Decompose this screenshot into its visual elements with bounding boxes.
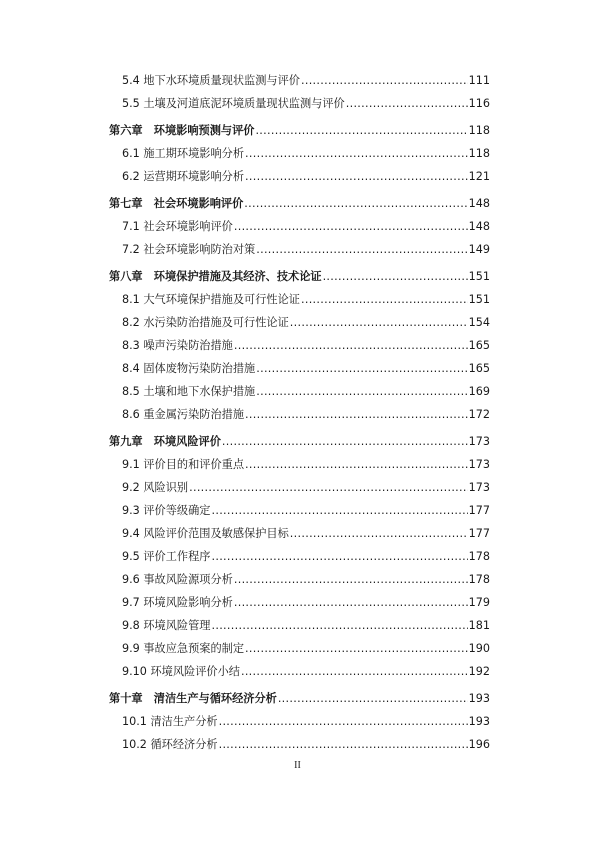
toc-entry-page-number: 172 bbox=[468, 408, 490, 421]
toc-dot-leader bbox=[290, 527, 468, 541]
toc-dot-leader bbox=[245, 642, 468, 656]
toc-entry-label: 第六章 环境影响预测与评价 bbox=[109, 124, 255, 137]
toc-entry-page-number: 177 bbox=[468, 504, 490, 517]
toc-section-entry[interactable] bbox=[109, 481, 490, 504]
toc-entry-label: 5.4 地下水环境质量现状监测与评价 bbox=[122, 74, 300, 87]
toc-entry-page-number: 154 bbox=[468, 316, 490, 329]
toc-entry-label: 9.9 事故应急预案的制定 bbox=[122, 642, 245, 655]
toc-entry-label: 8.1 大气环境保护措施及可行性论证 bbox=[122, 293, 300, 306]
toc-entry-page-number: 177 bbox=[468, 527, 490, 540]
toc-entry-label: 7.2 社会环境影响防治对策 bbox=[122, 243, 256, 256]
toc-dot-leader bbox=[278, 692, 468, 706]
toc-section-entry[interactable] bbox=[109, 642, 490, 665]
toc-dot-leader bbox=[234, 339, 468, 353]
toc-entry-label: 第九章 环境风险评价 bbox=[109, 435, 221, 448]
toc-section-entry[interactable] bbox=[109, 74, 490, 97]
toc-entry-page-number: 118 bbox=[468, 147, 490, 160]
toc-section-entry[interactable] bbox=[109, 504, 490, 527]
toc-entry-label: 9.3 评价等级确定 bbox=[122, 504, 211, 517]
toc-entry-page-number: 116 bbox=[468, 97, 490, 110]
toc-entry-label: 8.4 固体废物污染防治措施 bbox=[122, 362, 256, 375]
toc-entry-page-number: 151 bbox=[468, 270, 490, 283]
toc-dot-leader bbox=[256, 385, 467, 399]
toc-dot-leader bbox=[245, 458, 468, 472]
toc-entry-page-number: 181 bbox=[468, 619, 490, 632]
toc-entry-label: 5.5 土壤及河道底泥环境质量现状监测与评价 bbox=[122, 97, 345, 110]
toc-entry-page-number: 179 bbox=[468, 596, 490, 609]
toc-section-entry[interactable] bbox=[109, 385, 490, 408]
toc-dot-leader bbox=[189, 481, 468, 495]
toc-dot-leader bbox=[245, 170, 468, 184]
toc-section-entry[interactable] bbox=[109, 550, 490, 573]
toc-dot-leader bbox=[290, 316, 468, 330]
toc-entry-page-number: 173 bbox=[468, 481, 490, 494]
toc-dot-leader bbox=[301, 293, 468, 307]
toc-dot-leader bbox=[219, 738, 468, 752]
toc-section-entry[interactable] bbox=[109, 458, 490, 481]
toc-dot-leader bbox=[256, 362, 467, 376]
toc-entry-label: 8.3 噪声污染防治措施 bbox=[122, 339, 233, 352]
toc-section-entry[interactable] bbox=[109, 596, 490, 619]
toc-dot-leader bbox=[346, 97, 468, 111]
toc-entry-label: 6.2 运营期环境影响分析 bbox=[122, 170, 245, 183]
toc-entry-label: 第八章 环境保护措施及其经济、技术论证 bbox=[109, 270, 322, 283]
toc-entry-page-number: 151 bbox=[468, 293, 490, 306]
toc-dot-leader bbox=[211, 619, 467, 633]
toc-entry-page-number: 148 bbox=[468, 220, 490, 233]
toc-dot-leader bbox=[234, 220, 468, 234]
toc-dot-leader bbox=[323, 270, 468, 284]
toc-dot-leader bbox=[241, 665, 468, 679]
toc-entry-label: 8.6 重金属污染防治措施 bbox=[122, 408, 245, 421]
toc-dot-leader bbox=[219, 715, 468, 729]
toc-dot-leader bbox=[211, 504, 467, 518]
toc-entry-page-number: 149 bbox=[468, 243, 490, 256]
toc-section-entry[interactable] bbox=[109, 316, 490, 339]
toc-entry-page-number: 173 bbox=[468, 458, 490, 471]
toc-chapter-entry[interactable] bbox=[109, 692, 490, 715]
toc-entry-page-number: 165 bbox=[468, 339, 490, 352]
toc-dot-leader bbox=[301, 74, 468, 88]
toc-section-entry[interactable] bbox=[109, 293, 490, 316]
toc-entry-label: 9.10 环境风险评价小结 bbox=[122, 665, 240, 678]
page-number: II bbox=[294, 760, 301, 771]
toc-entry-label: 第七章 社会环境影响评价 bbox=[109, 197, 244, 210]
toc-dot-leader bbox=[245, 408, 468, 422]
toc-entry-page-number: 173 bbox=[468, 435, 490, 448]
toc-section-entry[interactable] bbox=[109, 362, 490, 385]
toc-dot-leader bbox=[244, 197, 467, 211]
toc-dot-leader bbox=[211, 550, 467, 564]
toc-chapter-entry[interactable] bbox=[109, 270, 490, 293]
toc-section-entry[interactable] bbox=[109, 339, 490, 362]
toc-entry-page-number: 190 bbox=[468, 642, 490, 655]
table-of-contents bbox=[109, 74, 490, 761]
toc-chapter-entry[interactable] bbox=[109, 124, 490, 147]
toc-entry-page-number: 192 bbox=[468, 665, 490, 678]
toc-entry-page-number: 165 bbox=[468, 362, 490, 375]
toc-entry-label: 8.5 土壤和地下水保护措施 bbox=[122, 385, 256, 398]
toc-section-entry[interactable] bbox=[109, 619, 490, 642]
toc-section-entry[interactable] bbox=[109, 97, 490, 120]
toc-section-entry[interactable] bbox=[109, 170, 490, 193]
toc-entry-label: 7.1 社会环境影响评价 bbox=[122, 220, 233, 233]
toc-section-entry[interactable] bbox=[109, 408, 490, 431]
toc-dot-leader bbox=[245, 147, 468, 161]
toc-entry-page-number: 178 bbox=[468, 573, 490, 586]
toc-section-entry[interactable] bbox=[109, 527, 490, 550]
toc-section-entry[interactable] bbox=[109, 665, 490, 688]
toc-entry-page-number: 193 bbox=[468, 692, 490, 705]
toc-entry-page-number: 118 bbox=[468, 124, 490, 137]
toc-entry-label: 6.1 施工期环境影响分析 bbox=[122, 147, 245, 160]
toc-entry-page-number: 193 bbox=[468, 715, 490, 728]
toc-entry-label: 9.1 评价目的和评价重点 bbox=[122, 458, 245, 471]
toc-entry-label: 9.4 风险评价范围及敏感保护目标 bbox=[122, 527, 289, 540]
toc-section-entry[interactable] bbox=[109, 147, 490, 170]
toc-dot-leader bbox=[256, 243, 467, 257]
toc-dot-leader bbox=[234, 596, 468, 610]
toc-dot-leader bbox=[255, 124, 467, 138]
toc-chapter-entry[interactable] bbox=[109, 197, 490, 220]
toc-section-entry[interactable] bbox=[109, 573, 490, 596]
toc-dot-leader bbox=[234, 573, 468, 587]
toc-entry-label: 9.7 环境风险影响分析 bbox=[122, 596, 233, 609]
toc-entry-label: 9.5 评价工作程序 bbox=[122, 550, 211, 563]
toc-entry-label: 9.2 风险识别 bbox=[122, 481, 189, 494]
toc-entry-label: 10.2 循环经济分析 bbox=[122, 738, 218, 751]
toc-entry-page-number: 169 bbox=[468, 385, 490, 398]
toc-entry-page-number: 148 bbox=[468, 197, 490, 210]
toc-entry-label: 9.8 环境风险管理 bbox=[122, 619, 211, 632]
toc-entry-label: 10.1 清洁生产分析 bbox=[122, 715, 218, 728]
toc-section-entry[interactable] bbox=[109, 715, 490, 738]
toc-section-entry[interactable] bbox=[109, 738, 490, 761]
toc-entry-page-number: 111 bbox=[468, 74, 490, 87]
toc-entry-label: 8.2 水污染防治措施及可行性论证 bbox=[122, 316, 289, 329]
toc-chapter-entry[interactable] bbox=[109, 435, 490, 458]
toc-dot-leader bbox=[222, 435, 468, 449]
toc-entry-page-number: 121 bbox=[468, 170, 490, 183]
toc-entry-label: 9.6 事故风险源项分析 bbox=[122, 573, 233, 586]
toc-entry-label: 第十章 清洁生产与循环经济分析 bbox=[109, 692, 277, 705]
toc-section-entry[interactable] bbox=[109, 243, 490, 266]
toc-entry-page-number: 196 bbox=[468, 738, 490, 751]
toc-entry-page-number: 178 bbox=[468, 550, 490, 563]
toc-section-entry[interactable] bbox=[109, 220, 490, 243]
